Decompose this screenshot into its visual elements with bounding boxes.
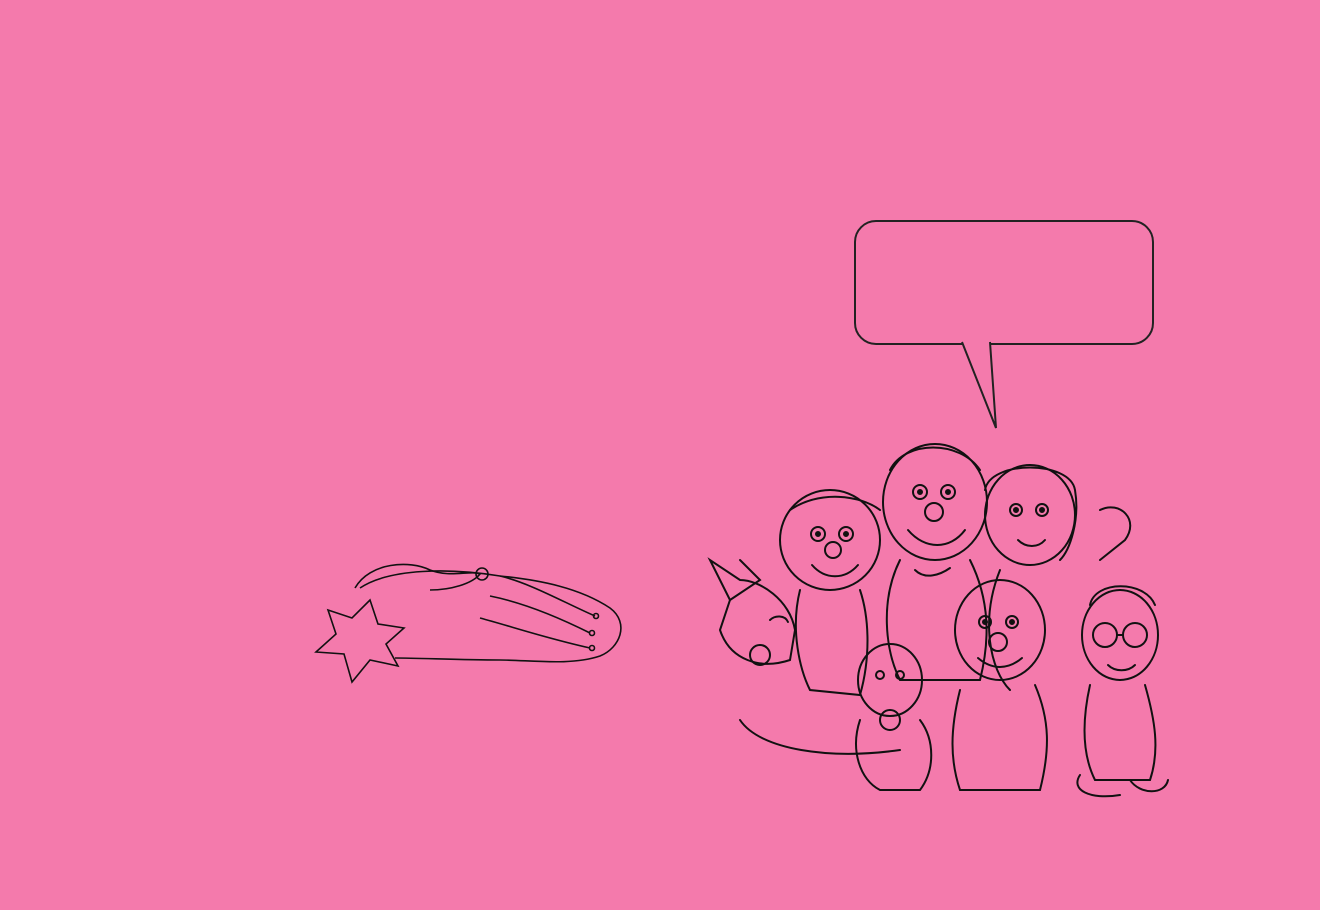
speech-bubble [854,220,1154,345]
speech-bubble-tail [960,342,1020,432]
shooting-star-icon [300,548,640,718]
cartoon-characters-illustration [700,430,1180,815]
